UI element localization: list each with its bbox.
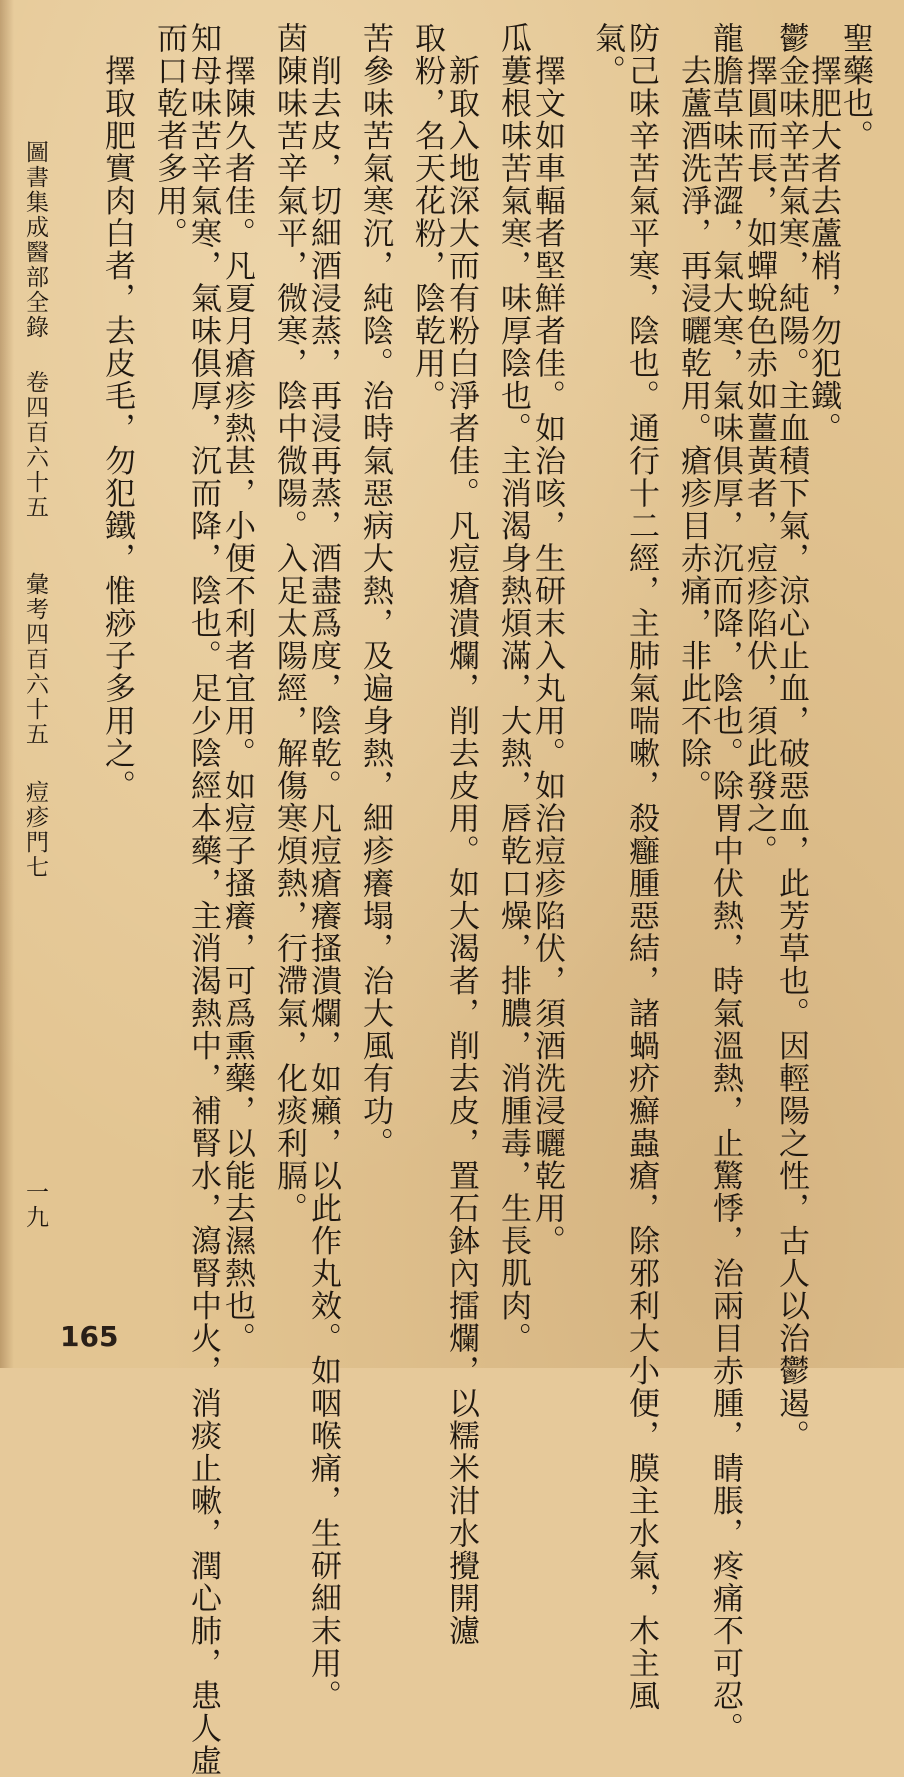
text-column: 削去皮，切細酒浸蒸，再浸再蒸，酒盡爲度，陰乾。凡痘瘡癢搔潰爛，如癩，以此作丸效。如咽喉痛，生研細末用。 [305,22,341,1712]
text-column: 新取入地深大而有粉白淨者佳。凡痘瘡潰爛，削去皮用。如大渴者，削去皮，置石鉢內擂爛，以糯米泔水攪開濾 [443,22,479,1647]
text-column: 擇陳久者佳。凡夏月瘡疹熱甚，小便不利者宜用。如痘子搔癢，可爲熏藥，以能去濕熱也。 [219,22,255,1355]
text-column: 知母味苦辛氣寒，氣味俱厚，沉而降，陰也。足少陰經本藥，主消渴熱中，補腎水，瀉腎中火，消痰止嗽，潤心肺，患人虛 [185,22,221,1777]
text-column: 擇圓而長，如蟬蛻色赤如薑黃者，痘疹陷伏，須此發之。 [741,22,777,867]
header-section: 彙考四百六十五 [22,572,48,747]
header-chapter: 痘疹門七 [22,780,48,880]
text-column: 茵陳味苦辛氣平，微寒，陰中微陽。入足太陽經，解傷寒煩熱，行滯氣，化痰利膈。 [271,22,307,1225]
text-column: 鬱金味辛苦氣寒，純陽。主血積下氣，涼心止血，破惡血，此芳草也。因輕陽之性，古人以治鬱遏。 [773,22,809,1452]
text-column: 防己味辛苦氣平寒，陰也。通行十二經，主肺氣喘嗽，殺癰腫惡結，諸蝸疥癬蟲瘡，除邪利大小便，膜主水氣，木主風 [623,22,659,1712]
page-number: 165 [60,1320,119,1353]
page-edge-shadow [0,0,14,1368]
text-column: 氣。 [589,22,625,87]
header-volume: 卷四百六十五 [22,370,48,520]
text-column: 去蘆酒洗淨，再浸曬乾用。瘡疹目赤痛，非此不除。 [675,22,711,802]
text-column: 而口乾者多用。 [151,22,187,250]
text-column: 瓜蔞根味苦氣寒，味厚陰也。主消渴身熱煩滿，大熱，唇乾口燥，排膿，消腫毒，生長肌肉。 [495,22,531,1355]
text-column: 苦參味苦氣寒沉，純陰。治時氣惡病大熱，及遍身熱，細疹癢塌，治大風有功。 [357,22,393,1160]
text-column: 取粉，名天花粉，陰乾用。 [409,22,445,412]
header-title: 圖書集成醫部全錄 [22,140,48,340]
text-column: 聖藥也。 [837,22,873,152]
text-column: 龍膽草味苦澀，氣大寒，氣味俱厚，沉而降，陰也。除胃中伏熱，時氣溫熱，止驚悸，治兩目赤腫，睛脹，疼痛不可忍。 [707,22,743,1745]
text-column: 擇文如車輻者堅鮮者佳。如治咳，生研末入丸用。如治痘疹陷伏，須酒洗浸曬乾用。 [529,22,565,1257]
header-page-cn: 一九 [22,1180,48,1230]
text-column: 擇肥大者去蘆梢，勿犯鐵。 [805,22,841,445]
text-column: 擇取肥實肉白者，去皮毛，勿犯鐵，惟痧子多用之。 [99,22,135,802]
